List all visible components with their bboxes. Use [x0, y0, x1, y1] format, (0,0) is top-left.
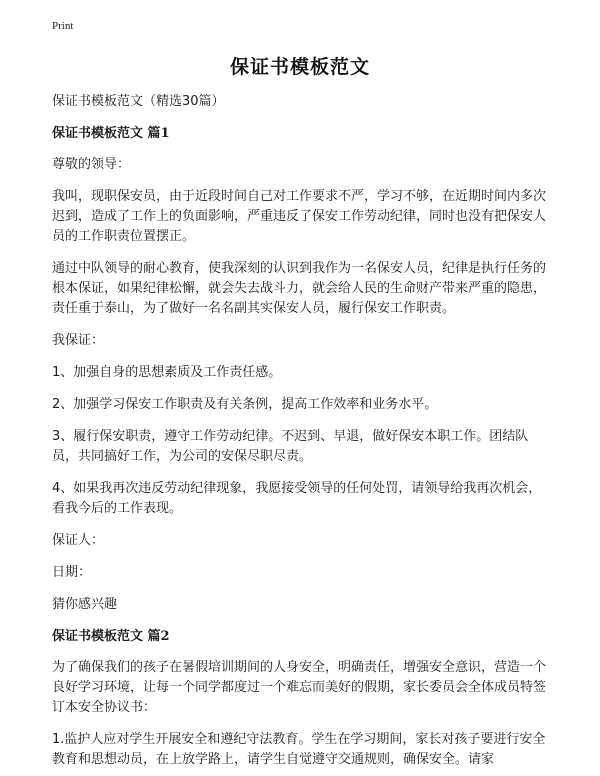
related-link[interactable]: 猜你感兴趣 [52, 597, 118, 612]
paragraph: 通过中队领导的耐心教育，使我深刻的认识到我作为一名保安人员，纪律是执行任务的根本保证，如果纪律松懈，就会失去战斗力，就会给人民的生命财产带来严重的隐患，责任重于泰山，为了做好一名名副其实保安人员，履行保安工作职责。 [52, 261, 547, 316]
document-subtitle: 保证书模板范文（精选30篇） [52, 94, 225, 109]
paragraph: 为了确保我们的孩子在暑假培训期间的人身安全，明确责任，增强安全意识，营造一个良好学习环境，让每一个同学都度过一个难忘而美好的假期，家长委员会全体成员特签订本安全协议书： [52, 660, 547, 715]
signer-label: 保证人： [52, 533, 105, 548]
list-item: 4、如果我再次违反劳动纪律现象，我愿接受领导的任何处罚，请领导给我再次机会，看我今后的工作表现。 [52, 481, 542, 516]
section-1-heading: 保证书模板范文 篇1 [52, 126, 170, 141]
list-item: 1、加强自身的思想素质及工作责任感。 [52, 365, 282, 380]
page-title: 保证书模板范文 [229, 56, 370, 78]
date-label: 日期： [52, 565, 92, 580]
print-link[interactable]: Print [52, 20, 74, 32]
paragraph: 我保证： [52, 333, 105, 348]
section-2-heading: 保证书模板范文 篇2 [52, 629, 170, 644]
paragraph: 我叫，现职保安员，由于近段时间自己对工作要求不严，学习不够，在近期时间内多次迟到，造成了工作上的负面影响，严重违反了保安工作劳动纪律，同时也没有把保安人员的工作职责位置摆正。 [52, 189, 547, 244]
list-item: 3、履行保安职责，遵守工作劳动纪律。不迟到、早退，做好保安本职工作。团结队员，共同搞好工作，为公司的安保尽职尽责。 [52, 429, 529, 464]
paragraph: 1.监护人应对学生开展安全和遵纪守法教育。学生在学习期间，家长对孩子要进行安全教育和思想动员，在上放学路上，请学生自觉遵守交通规则，确保安全。请家 [52, 732, 546, 767]
list-item: 2、加强学习保安工作职责及有关条例，提高工作效率和业务水平。 [52, 397, 438, 412]
document-body [52, 92, 552, 776]
salutation: 尊敬的领导： [52, 157, 131, 172]
